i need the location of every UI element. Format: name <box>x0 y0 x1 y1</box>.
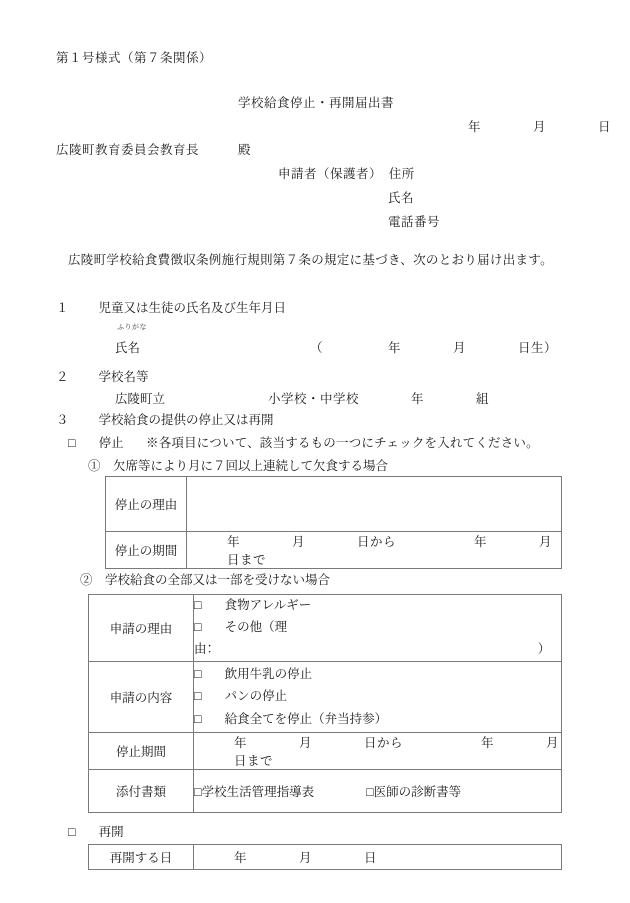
section-3-number: ３ <box>56 413 69 427</box>
application-content-options <box>194 661 562 732</box>
subsection-1-label: ① 欠席等により月に７回以上連続して欠食する場合 <box>88 459 389 473</box>
suspension-period-label: 停止期間 <box>89 732 194 769</box>
section-2-title: 学校名等 <box>98 370 149 384</box>
option-health-management-form[interactable] <box>194 785 314 799</box>
table-row <box>89 661 562 732</box>
checkbox-icon[interactable]: □ <box>194 598 202 612</box>
resume-date-value[interactable]: 年 月 日 <box>194 845 562 870</box>
intro-paragraph: 広陵町学校給食費徴収条例施行規則第７条の規定に基づき、次のとおり届け出ます。 <box>68 253 553 267</box>
checkbox-icon[interactable]: □ <box>194 666 202 681</box>
section-1-title: 児童又は生徒の氏名及び生年月日 <box>98 301 287 315</box>
checkbox-icon[interactable]: □ <box>68 825 76 839</box>
section-1-number: １ <box>56 301 69 315</box>
stop-period-label: 停止の期間 <box>106 532 187 569</box>
attachment-options <box>194 769 562 812</box>
section-3-title: 学校給食の提供の停止又は再開 <box>98 413 274 427</box>
table-row <box>106 477 562 532</box>
table-row <box>89 595 562 662</box>
resume-label: 再開 <box>98 825 124 839</box>
applicant-name-label: 氏名 <box>388 191 415 205</box>
checkbox-icon[interactable]: □ <box>68 436 76 450</box>
submission-date-line: 年 月 日 <box>468 120 612 134</box>
suspension-period-value[interactable]: 年 月 日から 年 月 日まで <box>194 732 562 769</box>
applicant-address-label: 申請者（保護者） 住所 <box>278 167 415 181</box>
table-row <box>89 845 562 870</box>
checkbox-icon[interactable]: □ <box>194 689 202 704</box>
checkbox-icon[interactable]: □ <box>194 784 202 799</box>
stop-instruction-note: ※各項目について、該当するもの一つにチェックを入れてください。 <box>146 436 539 450</box>
document-title: 学校給食停止・再開届出書 <box>238 96 395 110</box>
checkbox-icon[interactable]: □ <box>366 784 374 799</box>
form-number: 第１号様式（第７条関係） <box>56 51 213 65</box>
option-food-allergy[interactable] <box>194 595 561 617</box>
option-label: 飲用牛乳の停止 <box>224 666 313 681</box>
name-ruby-label: ふりがな <box>117 323 147 331</box>
stop-label: 停止 <box>98 436 124 450</box>
school-town-label: 広陵町立 <box>115 392 166 406</box>
table-row <box>89 732 562 769</box>
stop-checkbox-row[interactable] <box>68 433 124 451</box>
option-label: 食物アレルギー <box>224 598 312 612</box>
section-3-heading <box>56 410 274 428</box>
checkbox-icon[interactable]: □ <box>194 619 202 634</box>
addressee: 広陵町教育委員会教育長 殿 <box>56 143 252 157</box>
stop-reason-value[interactable] <box>187 477 562 532</box>
attachment-label: 添付書類 <box>89 769 194 812</box>
resume-date-label: 再開する日 <box>89 845 194 870</box>
option-stop-milk[interactable] <box>194 663 561 686</box>
option-doctor-certificate[interactable] <box>366 785 461 799</box>
resume-checkbox-row[interactable] <box>68 822 124 840</box>
application-reason-options <box>194 595 562 662</box>
table-row <box>89 769 562 812</box>
application-reason-label: 申請の理由 <box>89 595 194 662</box>
school-class-field: 小学校・中学校 年 組 <box>268 392 490 406</box>
resume-date-table <box>88 844 562 870</box>
student-birthdate-field: （ 年 月 日生） <box>310 341 558 355</box>
table-row <box>106 532 562 569</box>
option-label: その他（理由： ） <box>194 619 551 656</box>
stop-period-value[interactable]: 年 月 日から 年 月 日まで <box>187 532 562 569</box>
option-label: 医師の診断書等 <box>373 784 462 799</box>
application-content-label: 申請の内容 <box>89 661 194 732</box>
option-stop-all-meals[interactable] <box>194 708 561 731</box>
section-2-number: ２ <box>56 370 69 384</box>
section-1-heading <box>56 298 286 316</box>
section-2-heading <box>56 367 149 385</box>
student-name-label: 氏名 <box>115 341 141 355</box>
stop-reason-period-table <box>105 476 605 569</box>
applicant-telephone-label: 電話番号 <box>388 215 441 229</box>
option-label: 給食全てを停止（弁当持参） <box>224 711 388 726</box>
option-stop-bread[interactable] <box>194 685 561 708</box>
option-label: 学校生活管理指導表 <box>201 784 315 799</box>
subsection-2-label: ② 学校給食の全部又は一部を受けない場合 <box>80 573 331 587</box>
stop-reason-label: 停止の理由 <box>106 477 187 532</box>
option-label: パンの停止 <box>224 689 288 704</box>
option-other-reason[interactable] <box>194 617 561 661</box>
checkbox-icon[interactable]: □ <box>194 711 202 726</box>
application-detail-table <box>88 594 612 813</box>
